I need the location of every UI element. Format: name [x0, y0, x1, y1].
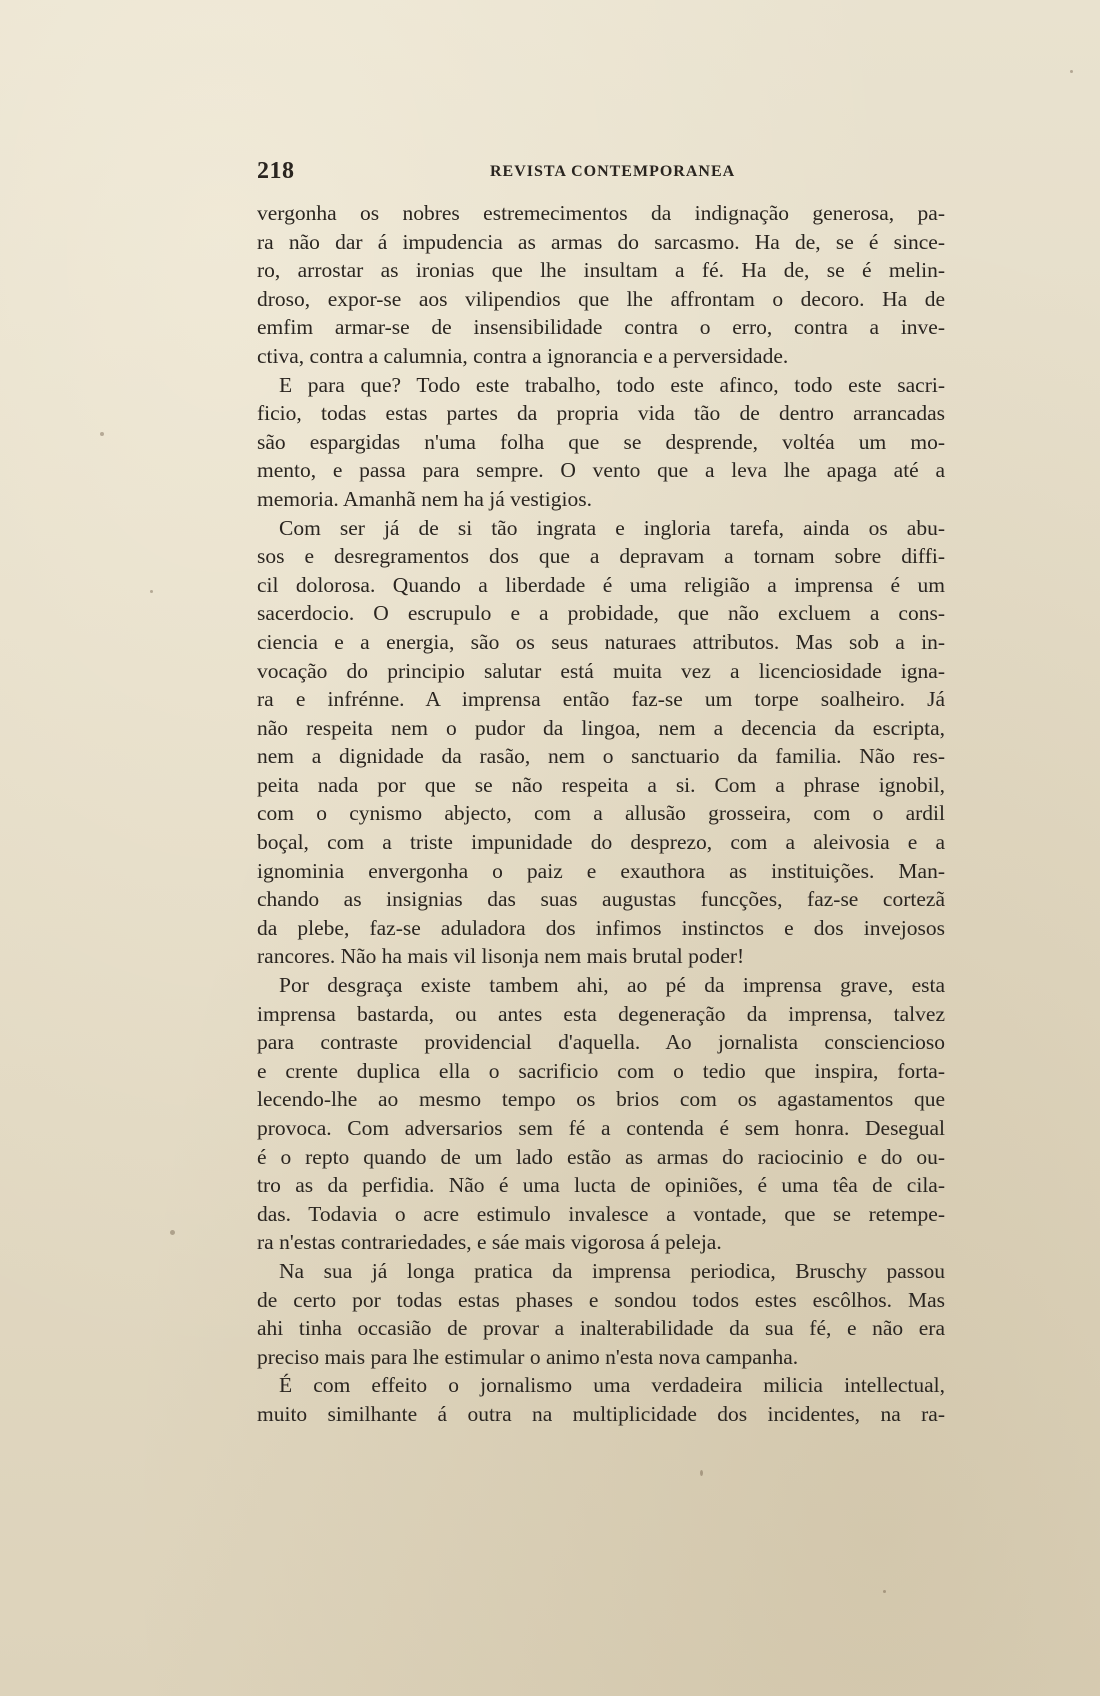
text-line: das. Todavia o acre estimulo invalesce a vontade, que se retempe- [257, 1201, 945, 1226]
text-line: muito similhante á outra na multiplicidade dos incidentes, na ra- [257, 1401, 945, 1426]
text-line: não respeita nem o pudor da lingoa, nem a decencia da escripta, [257, 715, 945, 740]
text-line: ahi tinha occasião de provar a inalterabilidade da sua fé, e não era [257, 1316, 945, 1341]
paper-speck [1070, 70, 1073, 73]
paper-speck [170, 1230, 175, 1235]
text-line: provoca. Com adversarios sem fé a contenda é sem honra. Desegual [257, 1116, 945, 1140]
text-line: nem a dignidade da rasão, nem o sanctuario da familia. Não res- [257, 744, 945, 769]
running-title: REVISTA CONTEMPORANEA [490, 163, 736, 180]
page-number: 218 [257, 158, 295, 184]
text-line: ciencia e a energia, são os seus naturaes attributos. Mas sob a in- [257, 629, 945, 654]
text-line: são espargidas n'uma folha que se desprende, voltéa um mo- [257, 429, 945, 454]
text-line: para contraste providencial d'aquella. Ao jornalista consciencioso [257, 1030, 945, 1055]
paper-speck [150, 590, 153, 593]
text-line: mento, e passa para sempre. O vento que a leva lhe apaga até a [257, 458, 945, 483]
text-line: imprensa bastarda, ou antes esta degeneração da imprensa, talvez [257, 1001, 945, 1026]
text-line: memoria. Amanhã nem ha já vestigios. [257, 486, 592, 511]
page-header [257, 158, 947, 188]
text-line: ignominia envergonha o paiz e exauthora as instituições. Man- [257, 858, 945, 883]
text-line: e crente duplica ella o sacrificio com o tedio que inspira, forta- [257, 1058, 945, 1083]
text-line: droso, expor-se aos vilipendios que lhe affrontam o decoro. Ha de [257, 286, 945, 311]
text-line: lecendo-lhe ao mesmo tempo os brios com os agastamentos que [257, 1087, 945, 1112]
text-line: é o repto quando de um lado estão as armas do raciocinio e do ou- [257, 1144, 945, 1169]
text-line: vergonha os nobres estremecimentos da indignação generosa, pa- [257, 201, 945, 225]
text-line: Por desgraça existe tambem ahi, ao pé da imprensa grave, esta [279, 973, 945, 998]
text-line: rancores. Não ha mais vil lisonja nem mais brutal poder! [257, 944, 745, 969]
text-line: preciso mais para lhe estimular o animo n'esta nova campanha. [257, 1344, 799, 1369]
text-line: É com effeito o jornalismo uma verdadeira milicia intellectual, [279, 1373, 945, 1398]
text-line: ro, arrostar as ironias que lhe insultam a fé. Ha de, se é melin- [257, 258, 945, 283]
text-line: emfim armar-se de insensibilidade contra o erro, contra a inve- [257, 315, 945, 340]
text-line: sos e desregramentos dos que a depravam a tornam sobre diffi- [257, 544, 945, 569]
text-line: da plebe, faz-se aduladora dos infimos instinctos e dos invejosos [257, 915, 945, 940]
text-line: ctiva, contra a calumnia, contra a ignorancia e a perversidade. [257, 343, 789, 368]
text-line: sacerdocio. O escrupulo e a probidade, que não excluem a cons- [257, 601, 945, 626]
text-line: cil dolorosa. Quando a liberdade é uma religião a imprensa é um [257, 572, 945, 597]
text-line: ficio, todas estas partes da propria vida tão de dentro arrancadas [257, 401, 945, 426]
text-line: peita nada por que se não respeita a si. Com a phrase ignobil, [257, 772, 945, 797]
text-line: Com ser já de si tão ingrata e ingloria tarefa, ainda os abu- [279, 515, 945, 540]
text-line: com o cynismo abjecto, com a allusão grosseira, com o ardil [257, 801, 945, 826]
paper-speck [883, 1590, 886, 1593]
paper-speck [700, 1470, 703, 1476]
text-line: tro as da perfidia. Não é uma lucta de opiniões, é uma têa de cila- [257, 1173, 945, 1198]
text-line: ra n'estas contrariedades, e sáe mais vigorosa á peleja. [257, 1230, 722, 1255]
text-line: vocação do principio salutar está muita vez a licenciosidade igna- [257, 658, 945, 683]
paper-speck [100, 432, 104, 436]
text-line: E para que? Todo este trabalho, todo este afinco, todo este sacri- [279, 372, 945, 397]
text-line: ra não dar á impudencia as armas do sarcasmo. Ha de, se é since- [257, 229, 945, 254]
text-line: chando as insignias das suas augustas funcções, faz-se cortezã [257, 887, 945, 912]
body-text [257, 199, 945, 1429]
text-line: de certo por todas estas phases e sondou todos estes escôlhos. Mas [257, 1287, 945, 1312]
text-line: ra e infrénne. A imprensa então faz-se um torpe soalheiro. Já [257, 687, 945, 712]
text-line: Na sua já longa pratica da imprensa periodica, Bruschy passou [279, 1258, 945, 1283]
text-line: boçal, com a triste impunidade do desprezo, com a aleivosia e a [257, 830, 945, 855]
